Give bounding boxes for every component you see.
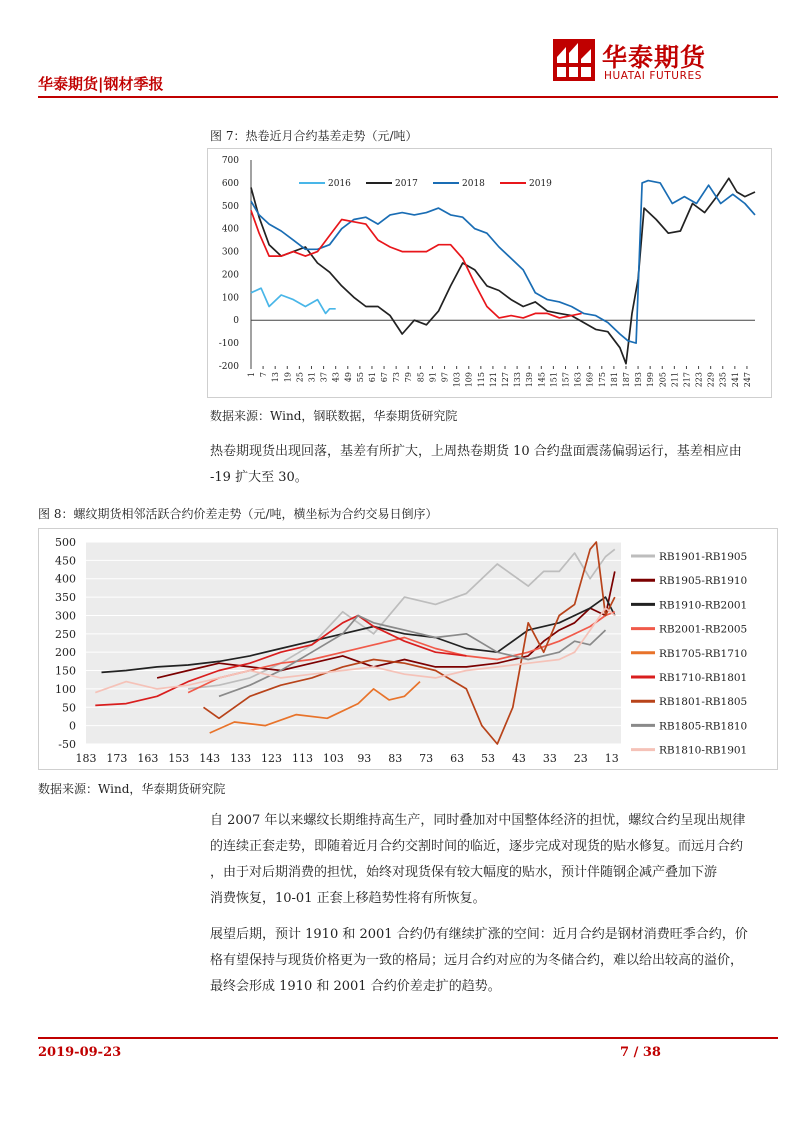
x-tick-label: 73 [392, 372, 402, 383]
y-tick-label: 0 [233, 316, 239, 327]
y-tick-label: 500 [55, 536, 76, 549]
x-tick-label: 19 [283, 372, 293, 383]
legend-label-RB1810-RB1901: RB1810-RB1901 [659, 744, 748, 757]
x-tick-label: 109 [464, 372, 474, 388]
y-tick-label: 450 [55, 554, 76, 568]
y-tick-label: 50 [62, 701, 76, 715]
header-brand: 华泰期货|钢材季报 [38, 75, 164, 93]
x-tick-label: 157 [561, 372, 571, 388]
x-tick-label: 163 [573, 372, 583, 388]
para3-line1: 展望后期，预计 1910 和 2001 合约仍有继续扩涨的空间：近月合约是钢材消费旺季合约，价 [210, 927, 748, 942]
x-tick-label: 31 [307, 372, 317, 383]
para3-line2: 格有望保持与现货价格更为一致的格局；远月合约对应的为冬储合约，难以给出较高的溢价， [210, 953, 744, 968]
series-line-2016 [251, 288, 336, 313]
x-tick-label: 217 [682, 372, 692, 388]
x-tick-label: 235 [718, 372, 728, 388]
x-tick-label: 193 [634, 372, 644, 388]
rebar-spread-chart [38, 528, 778, 770]
x-tick-label: 25 [295, 372, 305, 383]
x-tick-label: 37 [319, 372, 329, 383]
x-tick-label: 143 [199, 752, 221, 765]
x-tick-label: 145 [537, 372, 547, 388]
x-tick-label: 83 [388, 752, 403, 765]
x-tick-label: 183 [75, 752, 97, 765]
para3-line3: 最终会形成 1910 和 2001 合约价差走扩的趋势。 [210, 979, 501, 994]
figure8-source: 数据来源：Wind，华泰期货研究院 [38, 782, 226, 796]
x-tick-label: 175 [597, 372, 607, 388]
y-tick-label: 200 [55, 646, 76, 660]
x-tick-label: 187 [621, 372, 631, 388]
legend-label-2016: 2016 [328, 179, 351, 189]
para2-line4: 消费恢复，10-01 正套上移趋势性将有所恢复。 [210, 891, 486, 906]
x-tick-label: 97 [440, 372, 450, 383]
hot-coil-basis-chart [207, 148, 772, 398]
x-tick-label: 199 [646, 372, 656, 388]
legend-label-2018: 2018 [462, 179, 485, 189]
x-tick-label: 93 [357, 752, 372, 765]
x-tick-label: 67 [380, 372, 390, 383]
x-tick-label: 33 [542, 752, 557, 765]
y-tick-label: 100 [55, 682, 76, 696]
x-tick-label: 1 [247, 372, 256, 378]
y-tick-label: 400 [55, 572, 76, 586]
x-tick-label: 61 [367, 372, 377, 383]
para2-line1: 自 2007 年以来螺纹长期维持高生产，同时叠加对中国整体经济的担忧，螺纹合约呈现出规律 [210, 813, 746, 828]
y-tick-label: -200 [218, 362, 239, 372]
x-tick-label: 49 [343, 372, 353, 383]
figure8-title: 图 8：螺纹期货相邻活跃合约价差走势（元/吨，横坐标为合约交易日倒序） [38, 507, 438, 521]
para1-line2: -19 扩大至 30。 [210, 470, 308, 485]
legend-label-RB1805-RB1810: RB1805-RB1810 [659, 720, 748, 733]
x-tick-label: 169 [585, 372, 595, 388]
footer-page-number: 7 / 38 [620, 1045, 661, 1060]
x-tick-label: 7 [259, 372, 269, 378]
x-tick-label: 113 [291, 752, 313, 765]
legend-label-RB1710-RB1801: RB1710-RB1801 [659, 672, 748, 684]
x-tick-label: 205 [658, 372, 668, 388]
x-tick-label: 211 [670, 372, 680, 388]
header-divider [38, 96, 778, 98]
figure7-title: 图 7：热卷近月合约基差走势（元/吨） [210, 129, 418, 143]
huatai-logo-icon [553, 39, 595, 81]
x-tick-label: 139 [525, 372, 535, 388]
x-tick-label: 55 [355, 372, 365, 383]
x-tick-label: 103 [452, 372, 462, 388]
legend-label-2019: 2019 [529, 179, 552, 189]
x-tick-label: 153 [168, 752, 190, 765]
x-tick-label: 133 [230, 752, 252, 765]
y-tick-label: 600 [221, 178, 239, 189]
x-tick-label: 123 [261, 752, 283, 765]
y-tick-label: 0 [69, 719, 76, 733]
figure7-source: 数据来源：Wind，钢联数据，华泰期货研究院 [210, 409, 458, 423]
x-tick-label: 53 [481, 752, 496, 765]
series-line-2019 [251, 210, 582, 318]
footer-divider [38, 1037, 778, 1039]
x-tick-label: 115 [476, 372, 486, 388]
y-tick-label: 200 [221, 270, 239, 281]
x-tick-label: 85 [416, 372, 426, 383]
x-tick-label: 103 [322, 752, 344, 765]
x-tick-label: 241 [730, 372, 740, 388]
y-tick-label: 500 [221, 201, 239, 212]
x-tick-label: 79 [404, 372, 414, 383]
para2-line3: ，由于对后期消费的担忧，始终对现货保有较大幅度的贴水，预计伴随钢企减产叠加下游 [210, 865, 718, 880]
x-tick-label: 73 [419, 752, 434, 765]
y-tick-label: 400 [221, 224, 239, 235]
y-tick-label: 350 [55, 591, 76, 605]
x-tick-label: 91 [428, 372, 438, 383]
y-tick-label: -50 [58, 738, 76, 751]
legend-label-RB1905-RB1910: RB1905-RB1910 [659, 575, 748, 588]
y-tick-label: 300 [55, 609, 76, 623]
x-tick-label: 127 [501, 372, 511, 388]
x-tick-label: 163 [137, 752, 159, 765]
x-tick-label: 181 [609, 372, 619, 388]
x-tick-label: 13 [271, 372, 281, 383]
para1-line1: 热卷期现货出现回落，基差有所扩大，上周热卷期货 10 合约盘面震荡偏弱运行，基差相应由 [210, 444, 742, 459]
legend-label-2017: 2017 [395, 179, 418, 189]
x-tick-label: 173 [106, 752, 128, 765]
legend-label-RB1901-RB1905: RB1901-RB1905 [659, 551, 748, 563]
x-tick-label: 43 [331, 372, 341, 383]
y-tick-label: 300 [221, 247, 239, 258]
legend-label-RB1801-RB1805: RB1801-RB1805 [659, 696, 748, 709]
para2-line2: 的连续正套走势，即随着近月合约交割时间的临近，逐步完成对现货的贴水修复。而远月合约 [210, 839, 744, 854]
x-tick-label: 229 [706, 372, 716, 388]
y-tick-label: 100 [221, 293, 239, 304]
x-tick-label: 223 [694, 372, 704, 388]
y-tick-label: -100 [218, 339, 239, 350]
x-tick-label: 247 [742, 372, 752, 388]
series-line-2018 [251, 181, 755, 344]
x-tick-label: 43 [511, 752, 526, 765]
logo-text-en: HUATAI FUTURES [604, 70, 702, 82]
series-line-2017 [251, 178, 755, 363]
legend-label-RB1910-RB2001: RB1910-RB2001 [659, 599, 748, 612]
x-tick-label: 23 [573, 752, 588, 765]
y-tick-label: 250 [55, 627, 76, 641]
footer-date: 2019-09-23 [38, 1045, 122, 1060]
y-tick-label: 700 [221, 156, 239, 166]
x-tick-label: 63 [450, 752, 465, 765]
x-tick-label: 121 [488, 372, 498, 388]
x-tick-label: 133 [513, 372, 523, 388]
legend-label-RB1705-RB1710: RB1705-RB1710 [659, 647, 748, 660]
legend-label-RB2001-RB2005: RB2001-RB2005 [659, 623, 748, 636]
x-tick-label: 151 [549, 372, 559, 388]
x-tick-label: 13 [604, 752, 619, 765]
logo-text-cn: 华泰期货 [602, 43, 707, 72]
y-tick-label: 150 [55, 664, 76, 678]
